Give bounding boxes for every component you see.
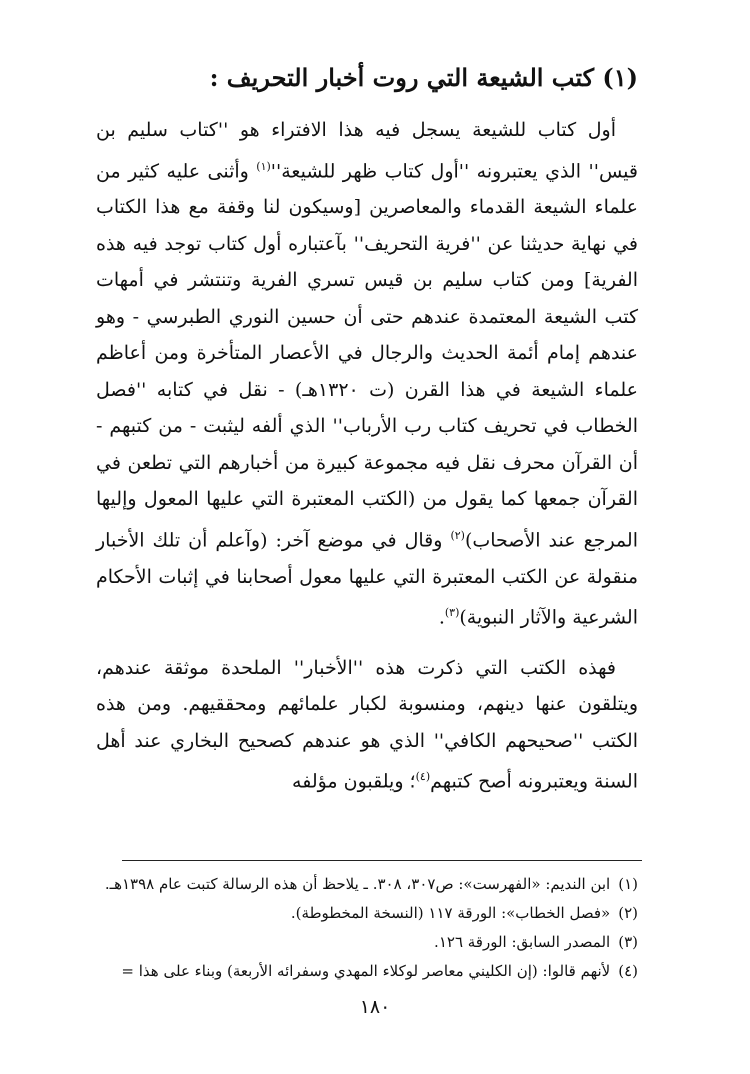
footnote-2 [60, 899, 638, 928]
footnote-4 [60, 957, 638, 986]
paragraph-1-text-b: وأثنى عليه كثير من علماء الشيعة القدماء والمعاصرين [وسيكون لنا وقفة مع هذا الكتاب في نهاية حديثنا عن ''فرية التحريف'' بآعتباره أول كتاب توجد فيه هذه الفرية] ومن كتاب سليم بن قيس تسري الفرية وتنتشر في أمهات كتب الشيعة المعتمدة عندهم حتى أن حسين النوري الطبرسي - وهو عندهم إمام أئمة الحديث والرجال في الأعصار المتأخرة ومن أعاظم علماء الشيعة في هذا القرن (ت ١٣٢٠هـ) - نقل في كتابه ''فصل الخطاب في تحريف كتاب رب الأرباب'' الذي ألفه ليثبت - من كتبهم - أن القرآن محرف نقل فيه مجموعة كبيرة من أخبارهم التي تطعن في القرآن جمعها كما يقول من (الكتب المعتبرة التي عليها المعول وإليها المرجع عند الأصحاب) [96, 159, 639, 552]
footnote-3 [60, 928, 638, 957]
footnote-1-text: ابن النديم: «الفهرست»: ص٣٠٧، ٣٠٨. ـ يلاحظ أن هذه الرسالة كتبت عام ١٣٩٨هـ. [104, 875, 611, 893]
paragraph-1-text-d: . [438, 606, 445, 629]
section-heading: (١) كتب الشيعة التي روت أخبار التحريف : [209, 63, 638, 92]
paragraph-2 [96, 650, 638, 800]
footnote-3-text: المصدر السابق: الورقة ١٢٦. [434, 933, 611, 951]
footnote-divider [122, 860, 642, 861]
body-text [96, 112, 638, 814]
footnote-2-number: (٢) [618, 904, 638, 922]
footnote-4-text: لأنهم قالوا: (إن الكليني معاصر لوكلاء المهدي وسفرائه الأربعة) وبناء على هذا = [121, 962, 611, 980]
paragraph-2-text-a: فهذه الكتب التي ذكرت هذه ''الأخبار'' الملحدة موثقة عندهم، ويتلقون عنها دينهم، ومنسوبة لكبار علمائهم ومحققيهم. ومن هذه الكتب ''صحيحهم الكافي'' الذي هو عندهم كصحيح البخاري عند أهل السنة ويعتبرونه أصح كتبهم [96, 656, 638, 793]
footnote-3-number: (٣) [618, 933, 638, 951]
paragraph-1-text-c: وقال في موضع آخر: (وآعلم أن تلك الأخبار منقولة عن الكتب المعتبرة التي عليها معول أصحابنا في إثبات الأحكام الشرعية والآثار النبوية) [96, 529, 638, 629]
footnote-ref-3: (٣) [444, 606, 460, 620]
paragraph-1 [96, 112, 638, 636]
footnote-2-text: «فصل الخطاب»: الورقة ١١٧ (النسخة المخطوطة). [290, 904, 611, 922]
page-number: ١٨٠ [359, 996, 391, 1018]
footnote-1 [60, 870, 638, 899]
footnote-ref-4: (٤) [415, 770, 431, 784]
footnotes [60, 870, 638, 986]
footnote-ref-2: (٢) [450, 528, 465, 542]
footnote-ref-1: (١) [256, 159, 271, 173]
paragraph-2-text-b: ؛ ويلقبون مؤلفه [292, 770, 416, 793]
footnote-4-number: (٤) [618, 962, 638, 980]
paragraph-1-text-a: أول كتاب للشيعة يسجل فيه هذا الافتراء هو ''كتاب سليم بن قيس'' الذي يعتبرونه ''أول كتاب ظهر للشيعة'' [96, 119, 638, 182]
footnote-1-number: (١) [618, 875, 638, 893]
